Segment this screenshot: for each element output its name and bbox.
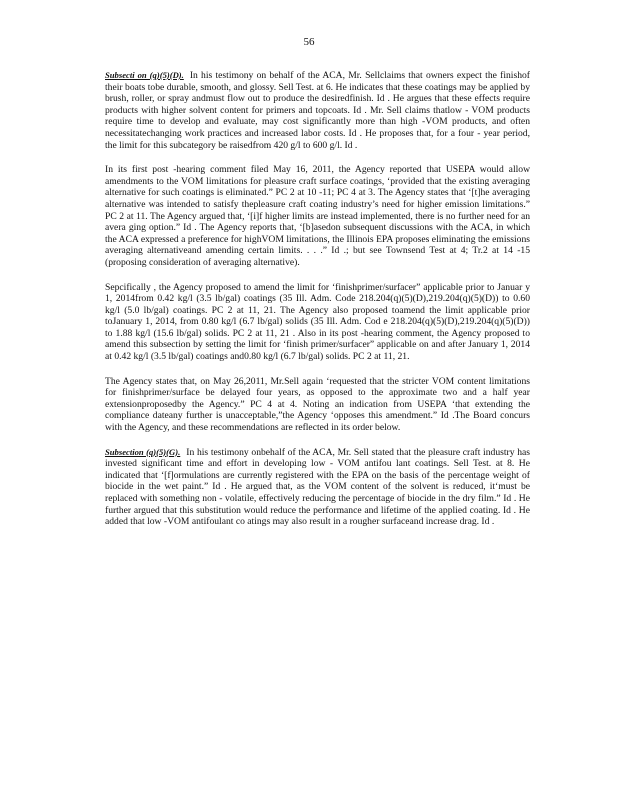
paragraph-text: The Agency states that, on May 26,2011, Mr.Sell again ‘requested that the stricter VOM content limitations for finishprimer/surface be delayed four years, as opposed to the approximate two and a half year extensionproposedby the Agency.” PC 4 at 4. Noting an indication from USEPA ‘that extending the compliance dateany further is unacceptable,”the Agency ‘opposes this amendment.” Id .The Board concurs with the Agency, and these recommendations are reflected in its order below.: [105, 375, 530, 434]
paragraph-subsection-q5g: [105, 447, 530, 528]
paragraph-agency-post-hearing: [105, 164, 530, 268]
document-body: [105, 70, 530, 541]
paragraph-text: In its first post -hearing comment filed May 16, 2011, the Agency reported that USEPA would allow amendments to the VOM limitations for pleasure craft surface coatings, ‘provided that the existing averaging alternative for such coatings is eliminated.” PC 2 at 10 -11; PC 4 at 3. The Agency states that ‘[t]he averaging alternative was intended to satisfy thepleasure craft coating industry’s need for higher emission limitations.” PC 2 at 11. The Agency argued that, ‘[i]f higher limits are instead implemented, there is no further need for an avera ging option.” Id . The Agency reports that, ‘[b]asedon subsequent discussions with the ACA, in which the ACA expressed a preference for highVOM limitations, the Illinois EPA proposes eliminating the emissions averaging alternativeand amending certain limits. . . .” Id .; but see Townsend Test at 4; Tr.2 at 14 -15 (proposing consideration of averaging alternative).: [105, 164, 530, 268]
paragraph-text: In his testimony on behalf of the ACA, Mr. Sellclaims that owners expect the finishof their boats tobe durable, smooth, and glossy. Sell Test. at 6. He indicates that these coatings may be applied by brush, roller, or spray andmust flow out to produce the desiredfinish. Id . He argues that these effects require products with higher solvent content for primers and topcoats. Id . Mr. Sell claims thatlow - VOM products require time to develop and evaluate, may cost significantly more than high -VOM products, and often necessitatechanging work practices and increased labor costs. Id . He proposes that, for a four - year period, the limit for this subcategory be raisedfrom 420 g/l to 600 g/l. Id .: [105, 70, 530, 151]
paragraph-agency-amendment: [105, 282, 530, 363]
paragraph-subsection-q5d: [105, 70, 530, 151]
page-number: 56: [303, 36, 315, 48]
paragraph-board-concurs: [105, 376, 530, 434]
paragraph-text: Sepcifically , the Agency proposed to amend the limit for ‘finishprimer/surfacer” applicable prior to Januar y 1, 2014from 0.42 kg/l (3.5 lb/gal) coatings (35 Ill. Adm. Code 218.204(q)(5)(D),219.204(q)(5)(D)) to 0.60 kg/l (5.0 lb/gal) coatings. PC 2 at 11, 21. The Agency also proposed toamend the limit applicable prior toJanuary 1, 2014, from 0.80 kg/l (6.7 lb/gal) solids (35 Ill. Adm. Cod e 218.204(q)(5)(D),219.204(q)(5)(D)) to 1.88 kg/l (15.6 lb/gal) solids. PC 2 at 11, 21 . Also in its post -hearing comment, the Agency proposed to amend this subsection by setting the limit for ‘finish primer/surfacer” applicable on and after January 1, 2014 at 0.42 kg/l (3.5 lb/gal) coatings and0.80 kg/l (6.7 lb/gal) solids. PC 2 at 11, 21.: [105, 281, 530, 363]
paragraph-text: In his testimony onbehalf of the ACA, Mr. Sell stated that the pleasure craft industry has invested significant time and effort in developing low - VOM antifou lant coatings. Sell Test. at 8. He indicated that ‘[f]ormulations are currently registered with the EPA on the basis of the percentage weight of biocide in the wet paint.” Id . He argued that, as the VOM content of the solvent is reduced, it‘must be replaced with something non - volatile, effectively reducing the percentage of biocide in the dry film.” Id . He further argued that this substitution would reduce the performance and lifetime of the applied coating. Id . He added that low -VOM antifoulant co atings may also result in a rougher surfaceand increase drag. Id .: [105, 446, 530, 528]
subsection-heading: Subsection (q)(5)(G).: [105, 446, 181, 457]
subsection-heading: Subsecti on (q)(5)(D).: [105, 70, 184, 80]
